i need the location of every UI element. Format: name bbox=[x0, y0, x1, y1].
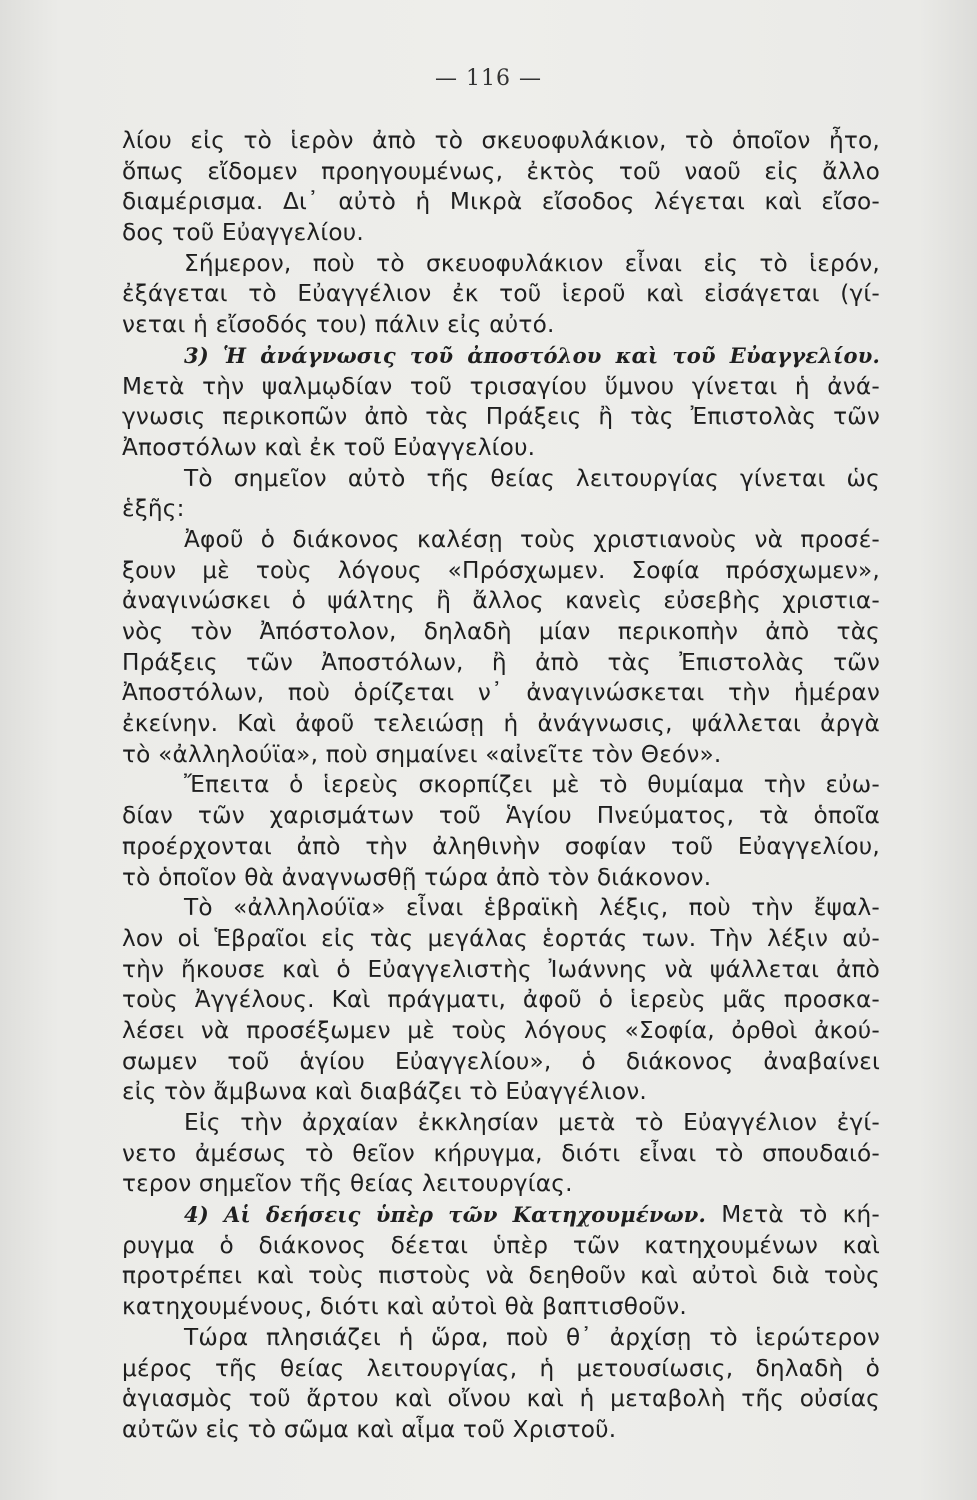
section-3-title: 3) Ἡ ἀνάγνωσις τοῦ ἀποστόλου καὶ τοῦ Εὐαγγελίου. bbox=[184, 342, 880, 368]
paragraph-start: Σήμερον, ποὺ τὸ σκευοφυλάκιον εἶναι εἰς τὸ ἱερόν, bbox=[184, 249, 880, 277]
text-line: Ἀποστόλων, ποὺ ὁρίζεται ν᾿ ἀναγινώσκεται τὴν ἡμέραν bbox=[122, 679, 880, 707]
text-line: Πράξεις τῶν Ἀποστόλων, ἢ ἀπὸ τὰς Ἐπιστολὰς τῶν bbox=[122, 648, 880, 676]
paragraph-start: Τώρα πλησιάζει ἡ ὥρα, ποὺ θ᾿ ἀρχίσῃ τὸ ἱερώτερον bbox=[184, 1323, 880, 1351]
paragraph-start: Εἰς τὴν ἀρχαίαν ἐκκλησίαν μετὰ τὸ Εὐαγγέλιον ἐγί- bbox=[184, 1109, 880, 1136]
paragraph-start: Τὸ «ἀλληλούϊα» εἶναι ἑβραϊκὴ λέξις, ποὺ τὴν ἔψαλ- bbox=[184, 894, 880, 922]
text-line: τὸ «ἀλληλούϊα», ποὺ σημαίνει «αἰνεῖτε τὸν Θεόν». bbox=[122, 740, 722, 768]
text-line: γνωσις περικοπῶν ἀπὸ τὰς Πράξεις ἢ τὰς Ἐπιστολὰς τῶν bbox=[122, 403, 880, 431]
text-line: δος τοῦ Εὐαγγελίου. bbox=[122, 219, 364, 247]
page-body-text bbox=[122, 126, 880, 1446]
text-line: ἀναγινώσκει ὁ ψάλτης ἢ ἄλλος κανεὶς εὐσεβὴς χριστια- bbox=[122, 587, 880, 615]
section-4-heading-rest: Μετὰ τὸ κή- bbox=[706, 1201, 881, 1229]
text-line: ἁγιασμὸς τοῦ ἄρτου καὶ οἴνου καὶ ἡ μεταβολὴ τῆς οὐσίας bbox=[122, 1385, 880, 1413]
text-line: τὴν ἤκουσε καὶ ὁ Εὐαγγελιστὴς Ἰωάννης νὰ ψάλλεται ἀπὸ bbox=[122, 955, 880, 983]
paragraph-start: Ἔπειτα ὁ ἱερεὺς σκορπίζει μὲ τὸ θυμίαμα τὴν εὐω- bbox=[184, 771, 880, 799]
text-line: ξουν μὲ τοὺς λόγους «Πρόσχωμεν. Σοφία πρόσχωμεν», bbox=[122, 556, 880, 584]
text-line: δίαν τῶν χαρισμάτων τοῦ Ἁγίου Πνεύματος, τὰ ὁποῖα bbox=[122, 802, 880, 830]
text-line: Ἀποστόλων καὶ ἐκ τοῦ Εὐαγγελίου. bbox=[122, 433, 536, 461]
text-line: ὅπως εἴδομεν προηγουμένως, ἐκτὸς τοῦ ναοῦ εἰς ἄλλο bbox=[122, 157, 880, 185]
text-line: τοὺς Ἀγγέλους. Καὶ πράγματι, ἀφοῦ ὁ ἱερεὺς μᾶς προσκα- bbox=[122, 986, 880, 1014]
section-4-title: 4) Αἱ δεήσεις ὑπὲρ τῶν Κατηχουμένων. bbox=[184, 1202, 707, 1228]
text-line: νεται ἡ εἴσοδός του) πάλιν εἰς αὐτό. bbox=[122, 311, 555, 339]
text-line: προέρχονται ἀπὸ τὴν ἀληθινὴν σοφίαν τοῦ Εὐαγγελίου, bbox=[122, 832, 880, 860]
text-line: σωμεν τοῦ ἁγίου Εὐαγγελίου», ὁ διάκονος ἀναβαίνει bbox=[122, 1047, 880, 1075]
section-3-heading bbox=[122, 341, 880, 372]
page-number: — 116 — bbox=[435, 66, 542, 91]
text-line: τὸ ὁποῖον θὰ ἀναγνωσθῇ τώρα ἀπὸ τὸν διάκονον. bbox=[122, 863, 712, 891]
text-line: ἐκείνην. Καὶ ἀφοῦ τελειώσῃ ἡ ἀνάγνωσις, ψάλλεται ἀργὰ bbox=[122, 710, 880, 738]
text-line: νὸς τὸν Ἀπόστολον, δηλαδὴ μίαν περικοπὴν ἀπὸ τὰς bbox=[122, 618, 880, 645]
text-line: λίου εἰς τὸ ἱερὸν ἀπὸ τὸ σκευοφυλάκιον, τὸ ὁποῖον ἦτο, bbox=[122, 127, 880, 154]
section-4-heading bbox=[122, 1200, 880, 1231]
text-line: κατηχουμένους, διότι καὶ αὐτοὶ θὰ βαπτισθοῦν. bbox=[122, 1293, 687, 1321]
text-line: ρυγμα ὁ διάκονος δέεται ὑπὲρ τῶν κατηχουμένων καὶ bbox=[122, 1231, 880, 1259]
text-line: μέρος τῆς θείας λειτουργίας, ἡ μετουσίωσις, δηλαδὴ ὁ bbox=[122, 1354, 880, 1382]
paragraph-start: Ἀφοῦ ὁ διάκονος καλέσῃ τοὺς χριστιανοὺς νὰ προσέ- bbox=[184, 525, 880, 553]
text-line: τερον σημεῖον τῆς θείας λειτουργίας. bbox=[122, 1170, 573, 1198]
text-line: λέσει νὰ προσέξωμεν μὲ τοὺς λόγους «Σοφία, ὀρθοὶ ἀκού- bbox=[122, 1016, 880, 1044]
text-line: ἐξάγεται τὸ Εὐαγγέλιον ἐκ τοῦ ἱεροῦ καὶ εἰσάγεται (γί- bbox=[122, 280, 880, 308]
text-line: αὐτῶν εἰς τὸ σῶμα καὶ αἷμα τοῦ Χριστοῦ. bbox=[122, 1415, 617, 1443]
text-line: Μετὰ τὴν ψαλμῳδίαν τοῦ τρισαγίου ὕμνου γίνεται ἡ ἀνά- bbox=[122, 372, 880, 400]
text-line: διαμέρισμα. Δι᾿ αὐτὸ ἡ Μικρὰ εἴσοδος λέγεται καὶ εἴσο- bbox=[122, 188, 880, 216]
text-line: νετο ἀμέσως τὸ θεῖον κήρυγμα, διότι εἶναι τὸ σπουδαιό- bbox=[122, 1139, 880, 1167]
text-line: ἑξῆς: bbox=[122, 495, 185, 523]
text-line: εἰς τὸν ἄμβωνα καὶ διαβάζει τὸ Εὐαγγέλιον. bbox=[122, 1078, 647, 1106]
text-line: λον οἱ Ἑβραῖοι εἰς τὰς μεγάλας ἑορτάς των. Τὴν λέξιν αὐ- bbox=[122, 924, 880, 952]
paragraph-start: Τὸ σημεῖον αὐτὸ τῆς θείας λειτουργίας γίνεται ὡς bbox=[184, 464, 880, 492]
text-line: προτρέπει καὶ τοὺς πιστοὺς νὰ δεηθοῦν καὶ αὐτοὶ διὰ τοὺς bbox=[122, 1262, 880, 1290]
